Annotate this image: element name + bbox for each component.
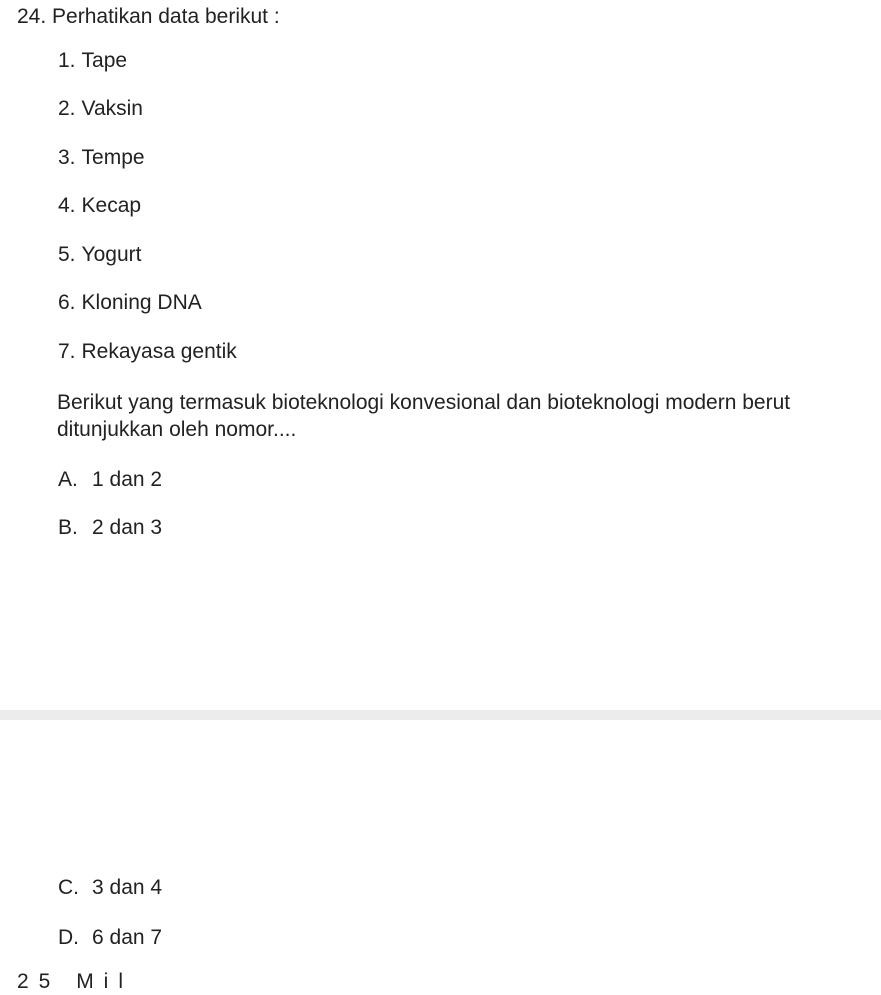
list-item-number: 7. <box>58 340 76 363</box>
list-item <box>58 242 141 268</box>
option-letter: D. <box>58 926 79 949</box>
list-item-text: Tape <box>81 49 128 72</box>
page-divider <box>0 710 881 720</box>
option-text: 3 dan 4 <box>92 876 163 899</box>
list-item-text: Kecap <box>81 194 142 217</box>
list-item <box>58 48 127 74</box>
list-item <box>58 339 237 365</box>
option-text: 2 dan 3 <box>92 516 163 539</box>
option-b[interactable] <box>58 515 162 541</box>
question-stem <box>57 389 790 443</box>
list-item-number: 2. <box>58 97 76 120</box>
list-item-text: Vaksin <box>81 97 143 120</box>
option-a[interactable] <box>58 467 162 493</box>
list-item <box>58 145 145 171</box>
option-d[interactable] <box>58 925 162 951</box>
option-text: 6 dan 7 <box>92 926 163 949</box>
list-item-number: 1. <box>58 49 76 72</box>
list-item-text: Yogurt <box>81 243 142 266</box>
list-item <box>58 96 143 122</box>
list-item-text: Rekayasa gentik <box>81 340 237 363</box>
option-c[interactable] <box>58 875 162 901</box>
option-letter: B. <box>58 516 78 539</box>
list-item-number: 6. <box>58 291 76 314</box>
list-item-number: 3. <box>58 146 76 169</box>
question-title: 24. Perhatikan data berikut : <box>17 5 280 28</box>
option-letter: C. <box>58 876 79 899</box>
list-item-number: 5. <box>58 243 76 266</box>
option-text: 1 dan 2 <box>92 468 163 491</box>
list-item-text: Tempe <box>81 146 145 169</box>
next-question-partial: 25 Mil <box>17 970 134 993</box>
list-item <box>58 193 141 219</box>
list-item-text: Kloning DNA <box>81 291 202 314</box>
question-stem-line-2: ditunjukkan oleh nomor.... <box>57 418 297 441</box>
option-letter: A. <box>58 468 78 491</box>
list-item-number: 4. <box>58 194 76 217</box>
list-item <box>58 290 202 316</box>
question-stem-line-1: Berikut yang termasuk bioteknologi konvesional dan bioteknologi modern berut <box>57 391 791 414</box>
